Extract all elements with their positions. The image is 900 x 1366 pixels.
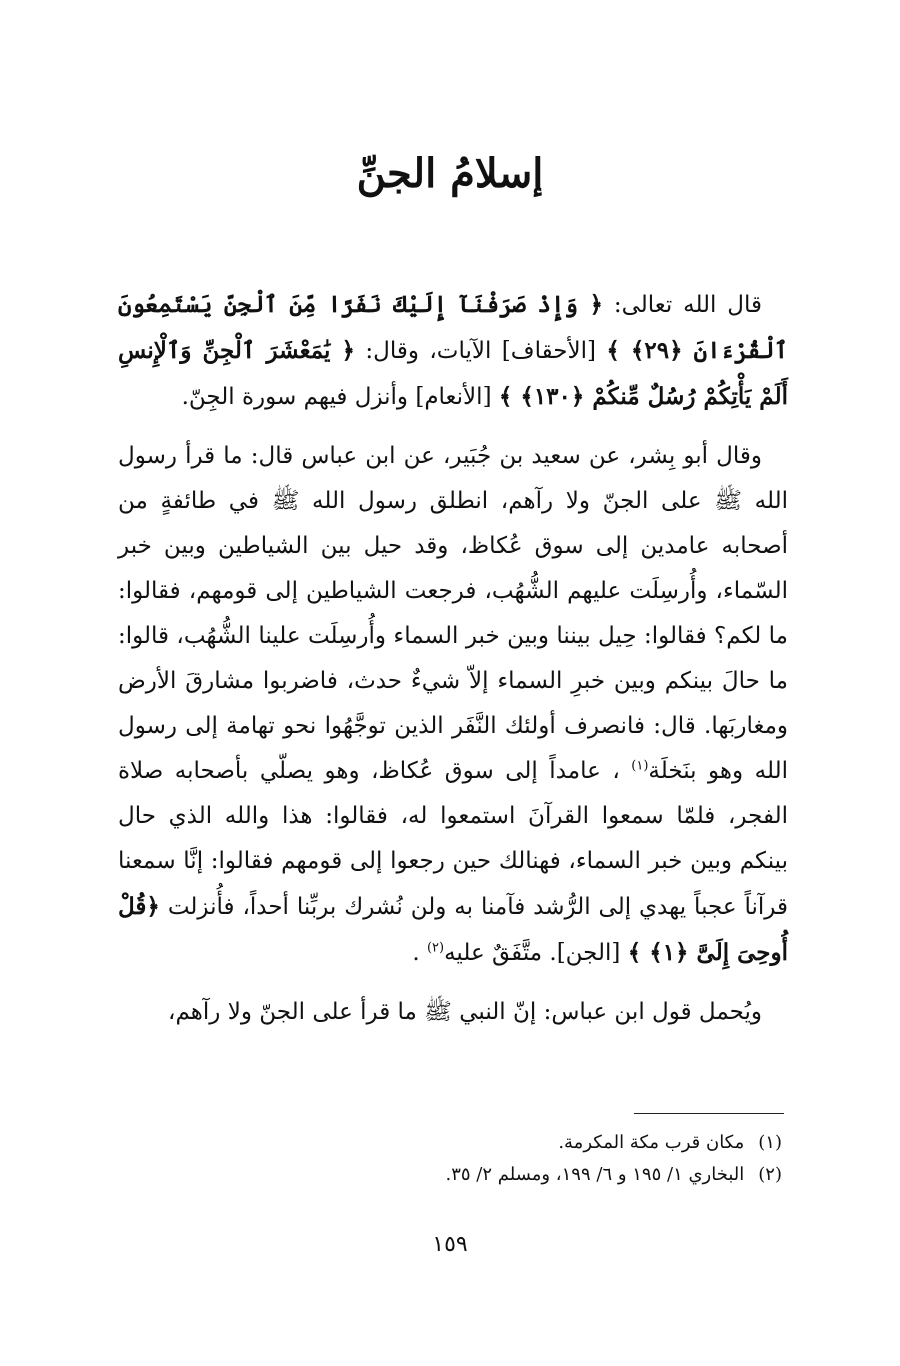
quran-verse-jinn: ﴿قُلْ أُوحِىَ إِلَىَّ ﴿١﴾ ﴾	[118, 893, 788, 966]
paragraph-3-text: ويُحمل قول ابن عباس: إنّ النبي ﷺ ما قرأ على الجنّ ولا رآهم،	[168, 999, 762, 1025]
footnote-1	[112, 1127, 782, 1159]
footnote-text: البخاري ١/ ١٩٥ و ٦/ ١٩٩، ومسلم ٢/ ٣٥.	[445, 1164, 745, 1185]
paragraph-2	[118, 434, 788, 976]
footnote-ref-2[interactable]: (٢)	[426, 940, 445, 956]
mid-text: [الأحقاف] الآيات، وقال:	[365, 338, 596, 364]
hadith-text-part2: ، عامداً إلى سوق عُكاظ، وهو يصلّي بأصحابه صلاة الفجر، فلمّا سمعوا القرآنَ استمعوا له، فقالوا: هذا والله الذي حال بينكم وبين خبر السماء، فهنالك حين رجعوا إلى قومهم فقالوا: إنَّا سمعنا قرآناً عجباً يهدي إلى الرُّشد فآمنا به ولن نُشرك بربِّنا أحداً، فأُنزلت	[118, 758, 788, 920]
footnote-number: (١)	[758, 1132, 782, 1153]
hadith-text-part4: .	[412, 940, 420, 966]
page-number: ١٥٩	[432, 1232, 468, 1257]
body-text	[118, 282, 788, 1049]
intro-text: قال الله تعالى:	[613, 292, 762, 318]
footnote-divider	[634, 1113, 784, 1114]
footnote-2	[112, 1159, 782, 1191]
quran-verse-ahqaf: ﴿ وَإِذْ صَرَفْنَآ إِلَيْكَ نَفَرًا مِّنَ ٱلْجِنِّ يَسْتَمِعُونَ ٱلْقُرْءَانَ ﴿٢٩﴾ ﴾	[118, 291, 789, 364]
chapter-title: إسلامُ الجنِّ	[356, 150, 544, 197]
hadith-text-part1: وقال أبو بِشر، عن سعيد بن جُبَير، عن ابن عباس قال: ما قرأ رسول الله ﷺ على الجنّ ولا رآهم، انطلق رسول الله ﷺ في طائفةٍ من أصحابه عامدين إلى سوق عُكاظ، وقد حيل بين الشياطين وبين خبر السّماء، وأُرسِلَت عليهم الشُّهُب، فرجعت الشياطين إلى قومهم، فقالوا: ما لكم؟ فقالوا: حِيل بيننا وبين خبر السماء وأُرسِلَت علينا الشُّهُب، قالوا: ما حالَ بينكم وبين خبرِ السماء إلاّ شيءٌ حدث، فاضربوا مشارقَ الأرض ومغاربَها. قال: فانصرف أولئك النَّفَر الذين توجَّهُوا نحو تهامة إلى رسول الله وهو بنَخلَة	[118, 443, 789, 784]
footnote-ref-1[interactable]: (١)	[631, 758, 649, 774]
paragraph-3	[118, 990, 788, 1035]
footnotes	[112, 1127, 782, 1191]
footnote-number: (٢)	[758, 1164, 782, 1185]
paragraph-1	[118, 282, 788, 420]
end-text: [الأنعام] وأنزل فيهم سورة الجِنّ.	[181, 384, 492, 410]
quran-verse-anam: ﴿ يَٰمَعْشَرَ ٱلْجِنِّ وَٱلْإِنسِ أَلَمْ يَأْتِكُمْ رُسُلٌ مِّنكُمْ ﴿١٣٠﴾ ﴾	[118, 337, 788, 410]
footnote-text: مكان قرب مكة المكرمة.	[558, 1132, 745, 1153]
hadith-text-part3: [الجن]. متَّفَقٌ عليه	[444, 940, 621, 966]
